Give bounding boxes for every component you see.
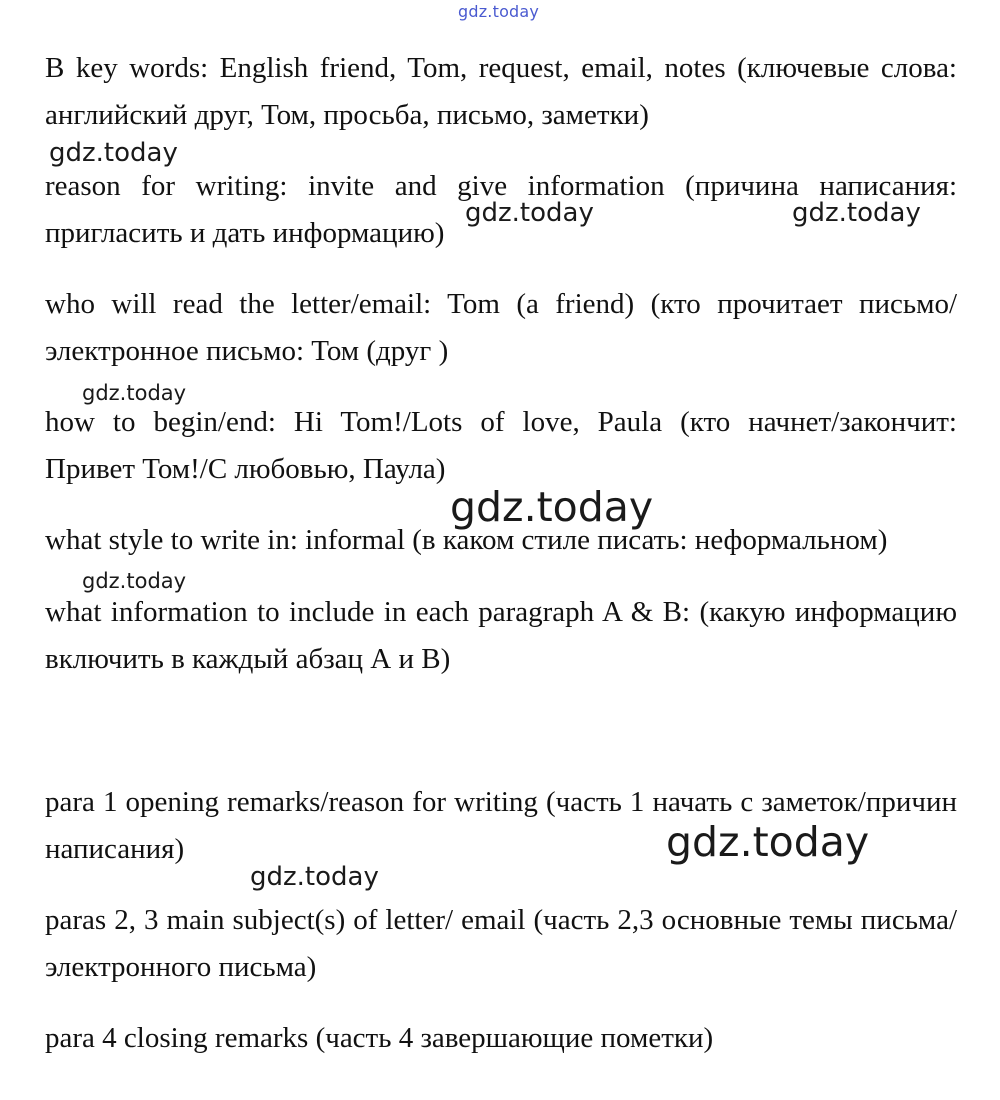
style-paragraph: what style to write in: informal (в каком стиле писать: неформальном): [45, 524, 888, 556]
watermark: gdz.today: [82, 381, 187, 405]
paras-2-3-paragraph: paras 2, 3 main subject(s) of letter/ email (часть 2,3 основные темы письма/электронного письма): [45, 904, 957, 983]
watermark: gdz.today: [666, 818, 870, 866]
begin-end-paragraph: how to begin/end: Hi Tom!/Lots of love, Paula (кто начнет/закончит: Привет Том!/С любовью, Паула): [45, 406, 957, 485]
reason-for-writing-paragraph: reason for writing: invite and give information (причина написания: пригласить и дать информацию): [45, 170, 957, 249]
watermark: gdz.today: [49, 138, 178, 168]
reader-paragraph: who will read the letter/email: Tom (a friend) (кто прочитает письмо/электронное письмо: Том (друг ): [45, 288, 957, 367]
key-words-paragraph: B key words: English friend, Tom, request, email, notes (ключевые слова: английский друг, Том, просьба, письмо, заметки): [45, 52, 957, 131]
watermark: gdz.today: [450, 483, 654, 531]
watermark: gdz.today: [465, 198, 594, 228]
para-1-paragraph: para 1 opening remarks/reason for writing (часть 1 начать с заметок/причин написания): [45, 786, 957, 865]
information-paragraph: what information to include in each paragraph A & B: (какую информацию включить в каждый абзац А и В): [45, 596, 957, 675]
header-watermark: gdz.today: [458, 2, 540, 21]
watermark: gdz.today: [82, 569, 187, 593]
watermark: gdz.today: [792, 198, 921, 228]
para-4-paragraph: para 4 closing remarks (часть 4 завершающие пометки): [45, 1022, 714, 1054]
watermark: gdz.today: [250, 862, 379, 892]
